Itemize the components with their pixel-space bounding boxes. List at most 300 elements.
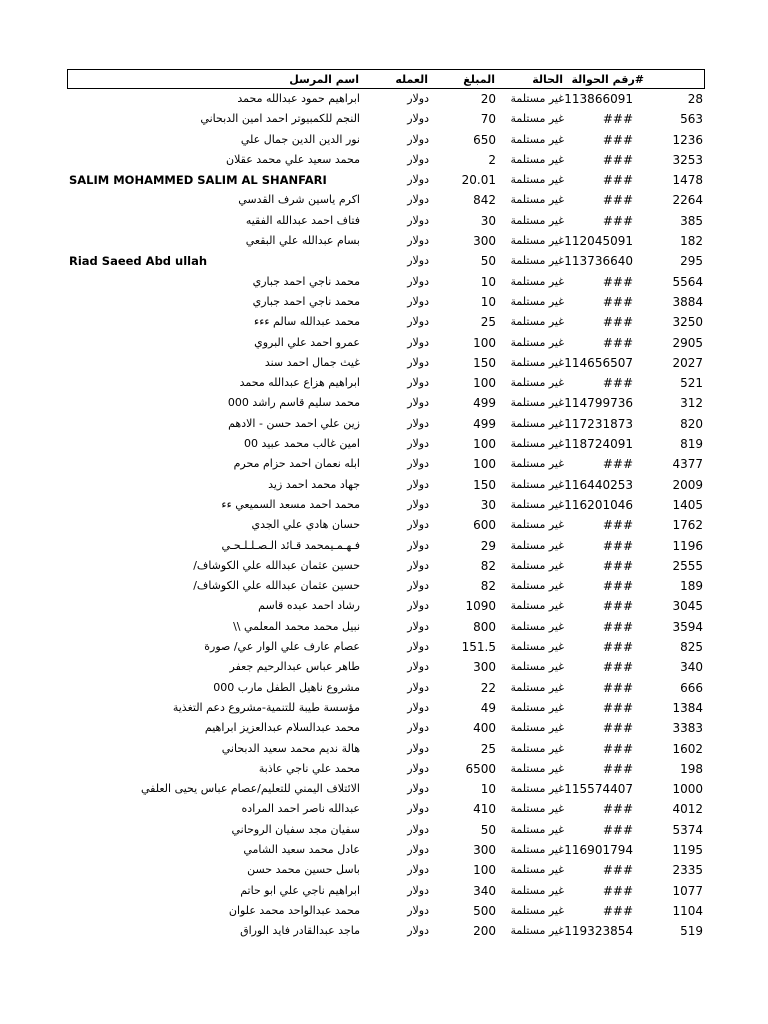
amount-cell: 150	[473, 477, 496, 492]
transfer-number-cell: ###	[602, 741, 633, 756]
amount-cell: 300	[473, 234, 496, 249]
id-cell: 3253	[672, 152, 703, 167]
table-row	[67, 251, 705, 271]
table-row	[67, 393, 705, 413]
amount-cell: 100	[473, 457, 496, 472]
sender-name-cell: /حسين عثمان عبدالله علي الكوشاف	[193, 579, 360, 593]
sender-name-cell: ابراهيم ناجي علي ابو حاتم	[240, 883, 360, 897]
amount-cell: 340	[473, 883, 496, 898]
currency-cell: دولار	[407, 802, 429, 816]
id-cell: 1077	[672, 883, 703, 898]
status-cell: غير مستلمة	[510, 924, 564, 938]
transfer-number-cell: ###	[602, 112, 633, 127]
amount-cell: 49	[480, 700, 496, 715]
status-cell: غير مستلمة	[510, 112, 564, 126]
table-row	[67, 211, 705, 231]
transfer-number-cell: ###	[602, 457, 633, 472]
transfer-number-cell: ###	[602, 883, 633, 898]
sender-name-cell: عبدالله ناصر احمد المراده	[241, 802, 360, 816]
status-cell: غير مستلمة	[510, 782, 564, 796]
status-cell: غير مستلمة	[510, 437, 564, 451]
transfer-number-cell: ###	[602, 538, 633, 553]
table-row	[67, 718, 705, 738]
amount-cell: 400	[473, 721, 496, 736]
amount-cell: 30	[480, 213, 496, 228]
sender-name-cell: ماجد عبدالقادر فايد الوراق	[240, 924, 360, 938]
transfer-number-cell: ###	[602, 376, 633, 391]
amount-cell: 20	[480, 92, 496, 106]
table-row	[67, 454, 705, 474]
id-cell: 198	[680, 761, 703, 776]
id-cell: 1104	[672, 903, 703, 918]
id-cell: 1478	[672, 173, 703, 188]
header-status: الحالة	[532, 73, 563, 86]
transfer-number-cell: ###	[602, 680, 633, 695]
amount-cell: 22	[480, 680, 496, 695]
transfer-number-cell: 113736640	[564, 254, 633, 269]
currency-cell: دولار	[407, 721, 429, 735]
status-cell: غير مستلمة	[510, 193, 564, 207]
table-row	[67, 475, 705, 495]
id-cell: 5374	[672, 822, 703, 837]
amount-cell: 10	[480, 274, 496, 289]
transfer-number-cell: ###	[602, 193, 633, 208]
id-cell: 1000	[672, 782, 703, 797]
currency-cell: دولار	[407, 842, 429, 856]
currency-cell: دولار	[407, 497, 429, 511]
sender-name-cell: الائتلاف اليمني للتعليم/عصام عباس يحيى العلفي	[140, 782, 360, 796]
status-cell: غير مستلمة	[510, 640, 564, 654]
header-transfer-number: رقم الحوالة#	[571, 73, 644, 86]
sender-name-cell: زين علي احمد حسن - الادهم	[228, 416, 360, 430]
amount-cell: 50	[480, 254, 496, 269]
transfer-number-cell: ###	[602, 660, 633, 675]
transfer-number-cell: ###	[602, 761, 633, 776]
currency-cell: دولار	[407, 741, 429, 755]
transfer-number-cell: ###	[602, 903, 633, 918]
id-cell: 3594	[672, 619, 703, 634]
table-row	[67, 556, 705, 576]
transfer-number-cell: ###	[602, 640, 633, 655]
id-cell: 4377	[672, 457, 703, 472]
sender-name-cell: محمد سعيد علي محمد عقلان	[226, 152, 360, 166]
amount-cell: 410	[473, 802, 496, 817]
table-row	[67, 109, 705, 129]
transfer-number-cell: ###	[602, 721, 633, 736]
transfer-number-cell: ###	[602, 579, 633, 594]
table-row	[67, 657, 705, 677]
table-row	[67, 779, 705, 799]
id-cell: 3045	[672, 599, 703, 614]
transfer-number-cell: ###	[602, 518, 633, 533]
currency-cell: دولار	[407, 680, 429, 694]
transfer-number-cell: ###	[602, 700, 633, 715]
status-cell: غير مستلمة	[510, 761, 564, 775]
id-cell: 3884	[672, 294, 703, 309]
id-cell: 2555	[672, 558, 703, 573]
sender-name-cell: فتاف احمد عبدالله الفقيه	[245, 213, 360, 227]
table-row	[67, 820, 705, 840]
transfer-number-cell: ###	[602, 619, 633, 634]
transfer-number-cell: 114656507	[564, 355, 633, 370]
currency-cell: دولار	[407, 376, 429, 390]
sender-name-cell: محمد عبدالله سالم ءءء	[254, 315, 360, 329]
id-cell: 1384	[672, 700, 703, 715]
transfer-number-cell: 113866091	[564, 92, 633, 106]
currency-cell: دولار	[407, 538, 429, 552]
transfer-number-cell: ###	[602, 802, 633, 817]
sender-name-cell: اكرم ياسين شرف القدسي	[238, 193, 360, 207]
status-cell: غير مستلمة	[510, 457, 564, 471]
status-cell: غير مستلمة	[510, 274, 564, 288]
amount-cell: 29	[480, 538, 496, 553]
transfer-number-cell: ###	[602, 173, 633, 188]
sender-name-cell: هالة نديم محمد سعيد الدبحاني	[221, 741, 360, 755]
currency-cell: دولار	[407, 92, 429, 105]
sender-name-cell: محمد عبدالواحد محمد علوان	[228, 903, 360, 917]
status-cell: غير مستلمة	[510, 335, 564, 349]
amount-cell: 1090	[465, 599, 496, 614]
id-cell: 1762	[672, 518, 703, 533]
id-cell: 2264	[672, 193, 703, 208]
id-cell: 1196	[672, 538, 703, 553]
status-cell: غير مستلمة	[510, 132, 564, 146]
transfer-number-cell: 116201046	[564, 497, 633, 512]
amount-cell: 842	[473, 193, 496, 208]
currency-cell: دولار	[407, 416, 429, 430]
currency-cell: دولار	[407, 477, 429, 491]
sender-name-cell: \\ نبيل محمد محمد المعلمي	[233, 619, 360, 633]
amount-cell: 25	[480, 315, 496, 330]
id-cell: 189	[680, 579, 703, 594]
currency-cell: دولار	[407, 558, 429, 572]
table-row	[67, 860, 705, 880]
status-cell: غير مستلمة	[510, 700, 564, 714]
amount-cell: 70	[480, 112, 496, 127]
sender-name-cell: ابراهيم حمود عبدالله محمد	[237, 92, 360, 105]
table-row	[67, 272, 705, 292]
status-cell: غير مستلمة	[510, 883, 564, 897]
transfer-number-cell: 117231873	[564, 416, 633, 431]
id-cell: 1195	[672, 842, 703, 857]
currency-cell: دولار	[407, 294, 429, 308]
amount-cell: 100	[473, 376, 496, 391]
amount-cell: 6500	[465, 761, 496, 776]
id-cell: 4012	[672, 802, 703, 817]
currency-cell: دولار	[407, 619, 429, 633]
status-cell: غير مستلمة	[510, 497, 564, 511]
currency-cell: دولار	[407, 152, 429, 166]
status-cell: غير مستلمة	[510, 416, 564, 430]
sender-name-cell: عمرو احمد علي البروي	[254, 335, 360, 349]
id-cell: 340	[680, 660, 703, 675]
id-cell: 820	[680, 416, 703, 431]
currency-cell: دولار	[407, 213, 429, 227]
transfer-number-cell: ###	[602, 132, 633, 147]
status-cell: غير مستلمة	[510, 376, 564, 390]
table-row	[67, 881, 705, 901]
sender-name-cell: جهاد محمد احمد زيد	[268, 477, 360, 491]
status-cell: غير مستلمة	[510, 842, 564, 856]
status-cell: غير مستلمة	[510, 558, 564, 572]
currency-cell: دولار	[407, 883, 429, 897]
status-cell: غير مستلمة	[510, 619, 564, 633]
amount-cell: 82	[480, 558, 496, 573]
amount-cell: 50	[480, 822, 496, 837]
sender-name-cell: محمد ناجي احمد جباري	[252, 294, 360, 308]
status-cell: غير مستلمة	[510, 863, 564, 877]
id-cell: 521	[680, 376, 703, 391]
amount-cell: 800	[473, 619, 496, 634]
transfer-number-cell: 115574407	[564, 782, 633, 797]
amount-cell: 82	[480, 579, 496, 594]
status-cell: غير مستلمة	[510, 477, 564, 491]
currency-cell: دولار	[407, 437, 429, 451]
status-cell: غير مستلمة	[510, 599, 564, 613]
id-cell: 1236	[672, 132, 703, 147]
id-cell: 2335	[672, 863, 703, 878]
table-row	[67, 596, 705, 616]
id-cell: 519	[680, 924, 703, 939]
table-row	[67, 190, 705, 210]
status-cell: غير مستلمة	[510, 254, 564, 268]
status-cell: غير مستلمة	[510, 315, 564, 329]
table-row	[67, 739, 705, 759]
currency-cell: دولار	[407, 782, 429, 796]
currency-cell: دولار	[407, 254, 429, 268]
table-row	[67, 414, 705, 434]
currency-cell: دولار	[407, 903, 429, 917]
table-row	[67, 799, 705, 819]
status-cell: غير مستلمة	[510, 213, 564, 227]
transfer-number-cell: ###	[602, 315, 633, 330]
sender-name-cell: محمد ناجي احمد جباري	[252, 274, 360, 288]
sender-name-cell: محمد علي ناجي عاذبة	[258, 761, 360, 775]
amount-cell: 25	[480, 741, 496, 756]
amount-cell: 100	[473, 335, 496, 350]
id-cell: 3250	[672, 315, 703, 330]
sender-name-cell: ابله نعمان احمد حزام محرم	[233, 457, 360, 471]
table-row	[67, 576, 705, 596]
id-cell: 385	[680, 213, 703, 228]
amount-cell: 30	[480, 497, 496, 512]
amount-cell: 200	[473, 924, 496, 939]
status-cell: غير مستلمة	[510, 680, 564, 694]
sender-name-cell: رشاد احمد عبده قاسم	[258, 599, 360, 613]
id-cell: 3383	[672, 721, 703, 736]
transfer-number-cell: ###	[602, 213, 633, 228]
amount-cell: 500	[473, 903, 496, 918]
transfer-number-cell: ###	[602, 335, 633, 350]
sender-name-cell: محمد احمد مسعد السميعي ءء	[221, 497, 360, 511]
status-cell: غير مستلمة	[510, 721, 564, 735]
sender-name-cell: ابراهيم هزاع عبدالله محمد	[239, 376, 360, 390]
transfer-number-cell: 118724091	[564, 437, 633, 452]
amount-cell: 150	[473, 355, 496, 370]
amount-cell: 151.5	[461, 640, 496, 655]
sender-name-cell: امين غالب محمد عبيد 00	[244, 437, 360, 451]
transfer-number-cell: ###	[602, 558, 633, 573]
table-row	[67, 170, 705, 190]
status-cell: غير مستلمة	[510, 538, 564, 552]
currency-cell: دولار	[407, 660, 429, 674]
sender-name-cell: حسان هادي علي الجدي	[251, 518, 360, 532]
id-cell: 1602	[672, 741, 703, 756]
table-row	[67, 353, 705, 373]
currency-cell: دولار	[407, 193, 429, 207]
id-cell: 2027	[672, 355, 703, 370]
id-cell: 312	[680, 396, 703, 411]
header-sender: اسم المرسل	[289, 73, 359, 86]
sender-name-cell: مشروع ناهيل الطفل مارب 000	[213, 680, 360, 694]
table-row	[67, 231, 705, 251]
status-cell: غير مستلمة	[510, 92, 564, 105]
id-cell: 1405	[672, 497, 703, 512]
sender-name-cell: محمد سليم قاسم راشد 000	[227, 396, 360, 410]
currency-cell: دولار	[407, 761, 429, 775]
id-cell: 563	[680, 112, 703, 127]
table-row	[67, 434, 705, 454]
table-row	[67, 637, 705, 657]
currency-cell: دولار	[407, 315, 429, 329]
currency-cell: دولار	[407, 173, 429, 187]
table-row	[67, 678, 705, 698]
currency-cell: دولار	[407, 640, 429, 654]
header-currency: العمله	[395, 73, 428, 86]
sender-name-cell: النجم للكمبيوتر احمد امين الدبحاني	[200, 112, 360, 126]
status-cell: غير مستلمة	[510, 802, 564, 816]
amount-cell: 499	[473, 396, 496, 411]
status-cell: غير مستلمة	[510, 579, 564, 593]
currency-cell: دولار	[407, 599, 429, 613]
status-cell: غير مستلمة	[510, 152, 564, 166]
sender-name-cell: SALIM MOHAMMED SALIM AL SHANFARI	[69, 173, 327, 188]
status-cell: غير مستلمة	[510, 294, 564, 308]
table-row	[67, 921, 705, 941]
currency-cell: دولار	[407, 863, 429, 877]
amount-cell: 100	[473, 437, 496, 452]
id-cell: 819	[680, 437, 703, 452]
transfer-number-cell: 116440253	[564, 477, 633, 492]
table-row	[67, 150, 705, 170]
table-row	[67, 312, 705, 332]
status-cell: غير مستلمة	[510, 355, 564, 369]
currency-cell: دولار	[407, 700, 429, 714]
table-row	[67, 536, 705, 556]
status-cell: غير مستلمة	[510, 822, 564, 836]
transfer-sheet	[67, 69, 705, 941]
sender-name-cell: سفيان مجد سفيان الروحاني	[231, 822, 360, 836]
transfer-number-cell: ###	[602, 274, 633, 289]
sender-name-cell: محمد عبدالسلام عبدالعزيز ابراهيم	[204, 721, 360, 735]
currency-cell: دولار	[407, 132, 429, 146]
sender-name-cell: بسام عبدالله علي البقعي	[245, 234, 360, 248]
transfer-number-cell: ###	[602, 294, 633, 309]
table-row	[67, 292, 705, 312]
sender-name-cell: عصام عارف علي الوار عي/ صورة	[204, 640, 360, 654]
amount-cell: 10	[480, 294, 496, 309]
id-cell: 182	[680, 234, 703, 249]
amount-cell: 300	[473, 842, 496, 857]
status-cell: غير مستلمة	[510, 660, 564, 674]
amount-cell: 300	[473, 660, 496, 675]
id-cell: 666	[680, 680, 703, 695]
currency-cell: دولار	[407, 274, 429, 288]
amount-cell: 100	[473, 863, 496, 878]
status-cell: غير مستلمة	[510, 173, 564, 187]
currency-cell: دولار	[407, 396, 429, 410]
status-cell: غير مستلمة	[510, 518, 564, 532]
sender-name-cell: مؤسسة طيبة للتنمية-مشروع دعم التغذية	[172, 700, 360, 714]
transfer-number-cell: 114799736	[564, 396, 633, 411]
currency-cell: دولار	[407, 355, 429, 369]
id-cell: 5564	[672, 274, 703, 289]
currency-cell: دولار	[407, 579, 429, 593]
currency-cell: دولار	[407, 924, 429, 938]
amount-cell: 600	[473, 518, 496, 533]
status-cell: غير مستلمة	[510, 741, 564, 755]
status-cell: غير مستلمة	[510, 396, 564, 410]
amount-cell: 650	[473, 132, 496, 147]
table-row	[67, 373, 705, 393]
header-amount: المبلغ	[463, 73, 495, 86]
transfer-number-cell: ###	[602, 863, 633, 878]
id-cell: 2905	[672, 335, 703, 350]
currency-cell: دولار	[407, 234, 429, 248]
sender-name-cell: Riad Saeed Abd ullah	[69, 254, 208, 269]
status-cell: غير مستلمة	[510, 234, 564, 248]
table-row	[67, 759, 705, 779]
table-row	[67, 495, 705, 515]
transfer-number-cell: 119323854	[564, 924, 633, 939]
sender-name-cell: طاهر عباس عبدالرحيم جعفر	[229, 660, 360, 674]
table-row	[67, 333, 705, 353]
table-row	[67, 840, 705, 860]
table-row	[67, 901, 705, 921]
transfer-number-cell: ###	[602, 152, 633, 167]
status-cell: غير مستلمة	[510, 903, 564, 917]
sender-name-cell: باسل حسين محمد حسن	[247, 863, 360, 877]
currency-cell: دولار	[407, 822, 429, 836]
sender-name-cell: فـهـمـيمحمد قـائد الـصـلـلـحـي	[221, 538, 360, 552]
amount-cell: 2	[488, 152, 496, 167]
table-row	[67, 130, 705, 150]
transfer-number-cell: ###	[602, 822, 633, 837]
sender-name-cell: غيث جمال احمد سند	[264, 355, 360, 369]
sender-name-cell: عادل محمد سعيد الشامي	[243, 842, 360, 856]
currency-cell: دولار	[407, 112, 429, 126]
sender-name-cell: /حسين عثمان عبدالله علي الكوشاف	[193, 558, 360, 572]
transfer-number-cell: 112045091	[564, 234, 633, 249]
table-body	[67, 89, 705, 941]
id-cell: 825	[680, 640, 703, 655]
id-cell: 295	[680, 254, 703, 269]
amount-cell: 10	[480, 782, 496, 797]
table-row	[67, 698, 705, 718]
id-cell: 28	[687, 92, 703, 106]
transfer-number-cell: ###	[602, 599, 633, 614]
amount-cell: 20.01	[461, 173, 496, 188]
amount-cell: 499	[473, 416, 496, 431]
currency-cell: دولار	[407, 335, 429, 349]
table-row	[67, 617, 705, 637]
transfer-number-cell: 116901794	[564, 842, 633, 857]
currency-cell: دولار	[407, 518, 429, 532]
table-row	[67, 89, 705, 109]
header-row	[67, 69, 705, 89]
sender-name-cell: نور الدين الدين جمال علي	[240, 132, 360, 146]
id-cell: 2009	[672, 477, 703, 492]
